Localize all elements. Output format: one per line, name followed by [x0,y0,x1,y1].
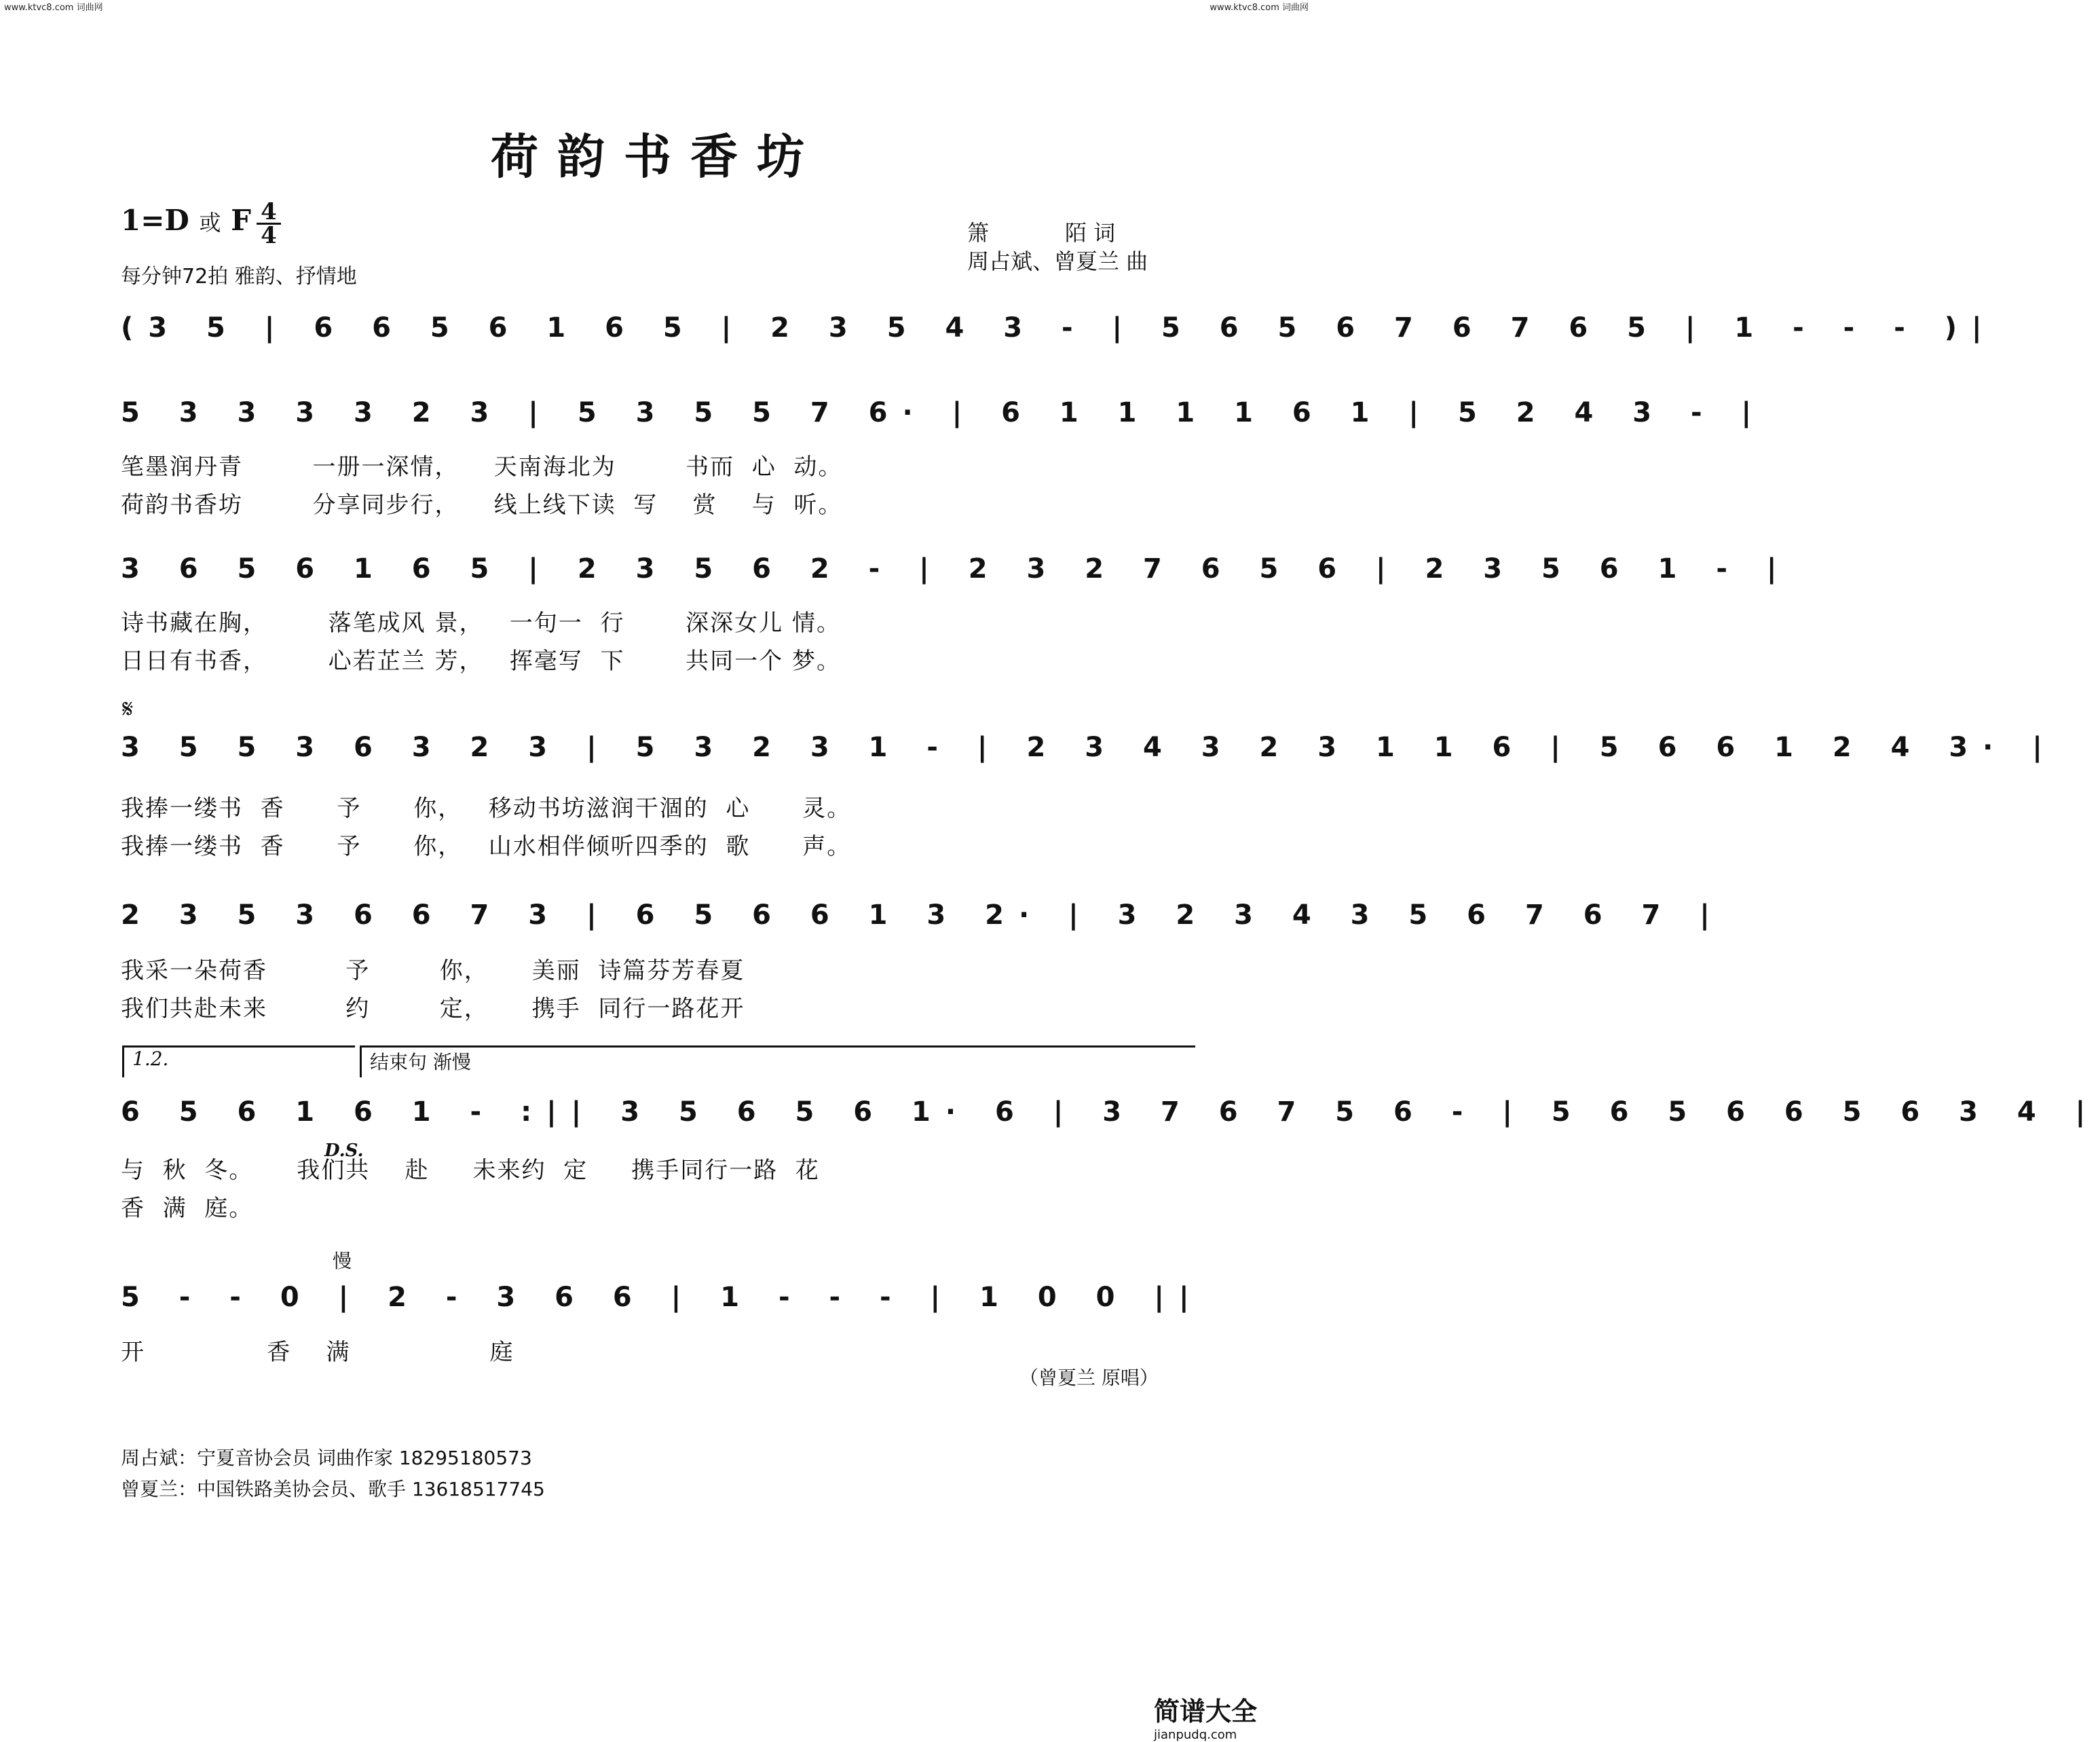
lyricist-credit: 箫 陌 词 [967,220,1116,246]
lyric-row-4-verse-1: 我采一朵荷香 予 你， 美丽 诗篇芬芳春夏 [121,957,745,984]
site-tag-left: www.ktvc8.com 词曲网 [4,3,103,13]
logo-sub: jianpudq.com [1154,1728,1237,1742]
lyric-row-3-verse-1: 我捧一缕书 香 予 你， 移动书坊滋润干涸的 心 灵。 [121,795,852,822]
lyric-row-1-verse-2: 荷韵书香坊 分享同步行， 线上线下读 写 赏 与 听。 [121,492,843,519]
footer-line-1: 周占斌：宁夏音协会员 词曲作家 18295180573 [121,1447,532,1469]
key-or: 或 [199,210,221,236]
staff-row-intro [121,312,1997,368]
segno-mark: 𝄋 [122,694,134,724]
notes-row-6: 5 - - 0 | 2 - 3 6 6 | 1 - - - | 1 0 0 || [121,1282,1204,1313]
lyric-row-5-verse-2: 香 满 庭。 [121,1195,254,1222]
composer-credit: 周占斌、曾夏兰 曲 [967,248,1148,274]
volta-label: 1.2. [132,1048,169,1070]
lyric-row-5-verse-1: 与 秋 冬。 我们共 赴 未来约 定 携手同行一路 花 [121,1157,820,1184]
logo-main: 简谱大全 [1154,1697,1258,1726]
lyric-row-4-verse-2: 我们共赴未来 约 定， 携手 同行一路花开 [121,995,745,1022]
lyric-row-2-verse-1: 诗书藏在胸， 落笔成风 景， 一句一 行 深深女儿 情。 [121,610,841,637]
key-alt: F [231,204,251,237]
staff-row-6 [121,1282,1204,1337]
song-title: 荷韵书香坊 [491,128,823,185]
staff-row-1 [121,397,1767,453]
notes-row-5: 6 5 6 1 6 1 - :|| 3 5 6 5 6 1· 6 | 3 7 6 7 5 6 - | 5 6 5 6 6 5 6 3 4 | [121,1096,2100,1128]
lyric-row-3-verse-2: 我捧一缕书 香 予 你， 山水相伴倾听四季的 歌 声。 [121,833,852,860]
staff-row-5 [121,1096,2100,1152]
footer-line-2: 曾夏兰：中国铁路美协会员、歌手 13618517745 [121,1478,545,1500]
ds-mark: D.S. [324,1141,364,1161]
site-logo [1154,1690,1257,1742]
tempo-marking: 每分钟72拍 雅韵、抒情地 [121,265,357,289]
slow-mark: 慢 [333,1250,352,1272]
notes-row-2: 3 6 5 6 1 6 5 | 2 3 5 6 2 - | 2 3 2 7 6 5 6 | 2 3 5 6 1 - | [121,553,1792,585]
staff-row-4 [121,900,1725,955]
staff-row-3 [121,732,2057,787]
key-main: 1=D [121,204,189,237]
notes-row-3: 3 5 5 3 6 3 2 3 | 5 3 2 3 1 - | 2 3 4 3 2 3 1 1 6 | 5 6 6 1 2 4 3· | [121,732,2057,763]
lyric-row-6: 开 香 满 庭 [121,1339,514,1366]
site-tag-right: www.ktvc8.com 词曲网 [1210,3,1309,13]
original-singer: （曾夏兰 原唱） [1019,1367,1159,1389]
notes-row-0: (3 5 | 6 6 5 6 1 6 5 | 2 3 5 4 3 - | 5 6 5 6 7 6 7 6 5 | 1 - - - )| [121,312,1997,344]
lyric-row-1-verse-1: 笔墨润丹青 一册一深情， 天南海北为 书而 心 动。 [121,453,843,481]
lyric-row-2-verse-2: 日日有书香， 心若芷兰 芳， 挥毫写 下 共同一个 梦。 [121,648,841,675]
notes-row-1: 5 3 3 3 3 2 3 | 5 3 5 5 7 6· | 6 1 1 1 1 6 1 | 5 2 4 3 - | [121,397,1767,428]
volta-bracket-1-2 [122,1045,355,1077]
notes-row-4: 2 3 5 3 6 6 7 3 | 6 5 6 6 1 3 2· | 3 2 3 4 3 5 6 7 6 7 | [121,900,1725,931]
time-signature [257,198,281,249]
staff-row-2 [121,553,1792,609]
ending-bracket [360,1045,1195,1077]
meter-bottom: 4 [261,222,277,249]
ending-label: 结束句 渐慢 [370,1051,471,1073]
key-signature [121,204,251,237]
meter-top: 4 [261,198,277,225]
